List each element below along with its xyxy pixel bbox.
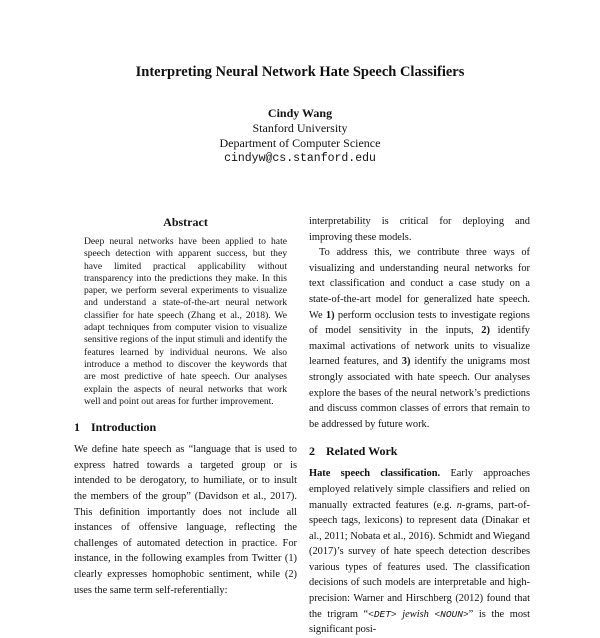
left-column — [74, 214, 297, 598]
contribution-marker-2: 2) — [481, 325, 490, 337]
related-work-text-c: ” is the most significant posi- — [309, 608, 530, 636]
contribution-1: perform occlusion tests to investigate regions of model sensitivity in the inputs, — [309, 309, 530, 337]
contributions-paragraph — [309, 245, 530, 432]
author-name: Cindy Wang — [267, 106, 333, 120]
author-university: Stanford University — [252, 121, 348, 135]
contribution-3: identify the unigrams most strongly associated with hate speech. Our analyses explore the bases of the neural network’s predictions and discuss common classes of errors that remain to be addressed by future work. — [309, 356, 530, 430]
related-work-text-b: -grams, part-of-speech tags, lexicons) to represent data (Dinakar et al., 2011; Nobata et al., 2016). Schmidt and Wiegand (2017)’s survey of hate speech detection describes various types of features used. The classification decisions of such models are interpretable and high-precision: Warner and Hirschberg (2012) found that the trigram “ — [309, 499, 530, 620]
related-work-heading — [309, 443, 530, 459]
contribution-marker-3: 3) — [401, 356, 411, 368]
section-title: Introduction — [91, 420, 157, 435]
introduction-text: We define hate speech as “language that is used to express hatred towards a targeted group or is intended to be derogatory, to humiliate, or to insult the members of the group” (Davidson et al., 2017). This definition importantly does not include all instances of offensive language, reflecting the challenges of automated detection in practice. For instance, in the following examples from Twitter (1) clearly expresses homophobic sentiment, while (2) uses the same term self-referentially: — [74, 444, 297, 596]
contribution-marker-1: 1) — [325, 309, 335, 321]
contributions-intro: To address this, we contribute three ways of visualizing and understanding neural networks for text classification and conduct a case study on a state-of-the-art model for generalized hate speech. We — [309, 247, 530, 321]
section-number: 2 — [309, 444, 315, 459]
section-title: Related Work — [326, 444, 398, 459]
related-work-paragraph — [309, 466, 530, 638]
author-department: Department of Computer Science — [219, 136, 381, 150]
trigram-det-token: <DET> — [368, 608, 397, 620]
abstract-heading: Abstract — [163, 215, 208, 229]
author-block — [0, 106, 600, 166]
section-number: 1 — [74, 420, 80, 435]
continuation-text: interpretability is critical for deploying and improving these models. — [309, 216, 530, 243]
abstract-text: Deep neural networks have been applied to hate speech detection with apparent success, but they have limited practical applicability without transparency into the predictions they make. In this paper, we perform several experiments to visualize and understand a state-of-the-art neural network classifier for hate speech (Zhang et al., 2018). We adapt techniques from computer vision to visualize sensitive regions of the input stimuli and identify the features learned by individual neurons. We also introduce a method to discover the keywords that are most predictive of hate speech. Our analyses explain the aspects of neural networks that work well and point out areas for further improvement. — [84, 236, 287, 407]
paper-title: Interpreting Neural Network Hate Speech Classifiers — [135, 64, 465, 80]
paragraph-heading: Hate speech classification. — [309, 468, 441, 480]
trigram-word: jewish — [402, 608, 429, 620]
ngram-variable: n — [456, 499, 462, 511]
introduction-heading — [74, 419, 297, 435]
contribution-2: identify maximal activations of network units to visualize learned features, and — [309, 325, 530, 368]
right-column — [309, 214, 530, 638]
author-email: cindyw@cs.stanford.edu — [224, 152, 376, 165]
related-work-text-a: Early approaches employed relatively simple classifiers and relied on manually extracted features (e.g. — [309, 468, 530, 511]
trigram-noun-token: <NOUN> — [434, 608, 469, 620]
